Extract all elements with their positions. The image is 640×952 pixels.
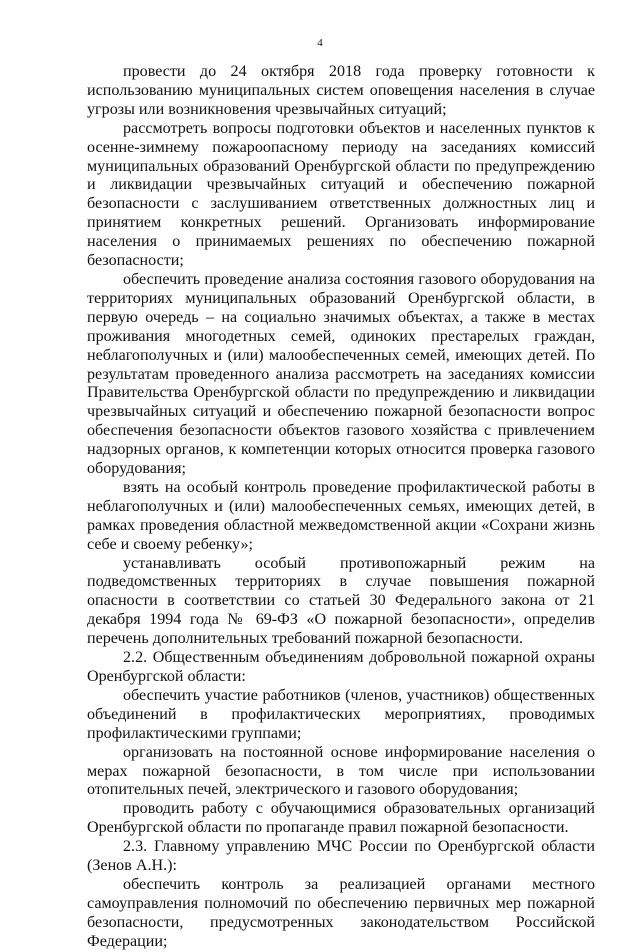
- paragraph-check-warning-systems: провести до 24 октября 2018 года проверку готовности к использованию муниципальных систем оповещения населения в случае угрозы или возникновения чрезвычайных ситуаций;: [87, 63, 595, 118]
- paragraph-section-2-3: 2.3. Главному управлению МЧС России по Оренбургской области (Зенов А.Н.):: [87, 838, 595, 875]
- paragraph-inform-population: организовать на постоянной основе информирование населения о мерах пожарной безопасности, в том числе при использовании отопительных печей, электрического и газового оборудования;: [87, 743, 595, 799]
- paragraph-control-local-government: обеспечить контроль за реализацией органами местного самоуправления полномочий по обеспечению первичных мер пожарной безопасности, предусмотренных законодательством Российской Федерации;: [87, 875, 595, 950]
- paragraph-section-2-2: 2.2. Общественным объединениям добровольной пожарной охраны Оренбургской области:: [87, 649, 595, 685]
- page-number: 4: [317, 37, 323, 49]
- paragraph-preventive-work-families: взять на особый контроль проведение профилактической работы в неблагополучных и (или) малообеспеченных семьях, имеющих детей, в рамках проведения областной межведомственной акции «Сохрани жизнь себе и своему ребенку»;: [87, 478, 595, 553]
- document-body: [87, 63, 595, 952]
- paragraph-participation-workers: обеспечить участие работников (членов, участников) общественных объединений в профилактических мероприятиях, проводимых профилактическими группами;: [87, 686, 595, 742]
- paragraph-work-with-students: проводить работу с обучающимися образовательных организаций Оренбургской области по пропаганде правил пожарной безопасности.: [87, 800, 595, 837]
- paragraph-special-fire-regime: устанавливать особый противопожарный режим на подведомственных территориях в случае повышения пожарной опасности в соответствии со статьей 30 Федерального закона от 21 декабря 1994 года № 69-ФЗ «О пожарной безопасности», определив перечень дополнительных требований пожарной безопасности.: [87, 554, 595, 648]
- paragraph-autumn-winter-preparation: рассмотреть вопросы подготовки объектов и населенных пунктов к осенне-зимнему пожароопасному периоду на заседаниях комиссий муниципальных образований Оренбургской области по предупреждению и ликвидации чрезвычайных ситуаций и обеспечению пожарной безопасности с заслушиванием ответственных должностных лиц и принятием конкретных решений. Организовать информирование населения о принимаемых решениях по обеспечению пожарной безопасности;: [87, 119, 595, 270]
- paragraph-gas-equipment-analysis: обеспечить проведение анализа состояния газового оборудования на территориях муниципальных образований Оренбургской области, в первую очередь – на социально значимых объектах, а также в местах проживания многодетных семей, одиноких престарелых граждан, неблагополучных и (или) малообеспеченных семей, имеющих детей. По результатам проведенного анализа рассмотреть на заседаниях комиссии Правительства Оренбургской области по предупреждению и ликвидации чрезвычайных ситуаций и обеспечению пожарной безопасности вопрос обеспечения безопасности объектов газового хозяйства с привлечением надзорных органов, к компетенции которых относится проверка газового оборудования;: [87, 270, 595, 478]
